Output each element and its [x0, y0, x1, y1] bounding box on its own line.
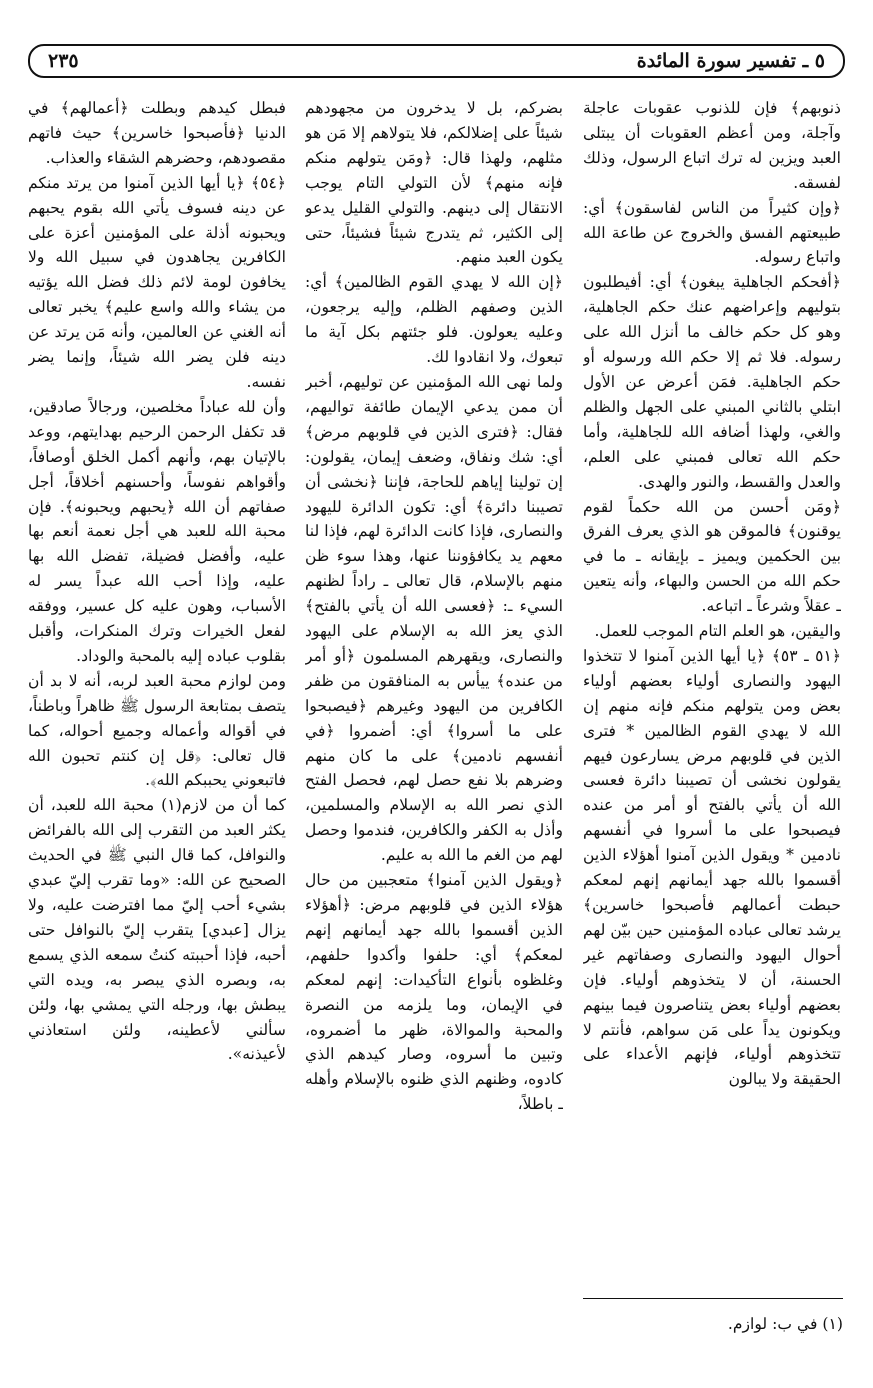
footnote-divider	[583, 1298, 843, 1299]
column-left	[28, 96, 286, 1246]
paragraph: كما أن من لازم(١) محبة الله للعبد، أن يكثر العبد من التقرب إلى الله بالفرائض والنوافل، كما قال النبي ﷺ في الحديث الصحيح عن الله: «وما تقرب إليّ عبدي بشيء أحب إليّ مما افترضت عليه، ولا يزال [عبدي] يتقرب إليّ بالنوافل حتى أحبه، فإذا أحببته كنتُ سمعه الذي يسمع به، وبصره الذي يبصر به، ويده التي يبطش بها، ورجله التي يمشي بها، ولئن سألني لأعطينه، ولئن استعاذني لأعيذنه».	[28, 796, 286, 1064]
paragraph: ولما نهى الله المؤمنين عن توليهم، أخبر أن ممن يدعي الإيمان طائفة تواليهم، فقال: ﴿فترى الذين في قلوبهم مرض﴾ أي: شك ونفاق، وضعف إيمان، يقولون: إن تولينا إياهم للحاجة، فإننا ﴿نخشى أن تصيبنا دائرة﴾ أي: تكون الدائرة لليهود والنصارى، فإذا كانت الدائرة لهم، فإذا لنا معهم يد يكافؤوننا عنها، وهذا سوء ظن منهم بالإسلام، قال تعالى ـ راداً لظنهم السيء ـ: ﴿فعسى الله أن يأتي بالفتح﴾ الذي يعز الله به الإسلام على اليهود والنصارى، ويقهرهم المسلمون ﴿أو أمر من عنده﴾ ييأس به المنافقون من ظفر الكافرين من اليهود وغيرهم ﴿فيصبحوا على ما أسروا﴾ أي: أضمروا ﴿في أنفسهم نادمين﴾ على ما كان منهم وضرهم بلا نفع حصل لهم، فحصل الفتح الذي نصر الله به الإسلام والمسلمين، وأذل به الكفر والكافرين، فندموا وحصل لهم من الغم ما الله به عليم.	[305, 372, 563, 865]
footnote: (١) في ب: لوازم.	[727, 1315, 843, 1333]
paragraph: فبطل كيدهم وبطلت ﴿أعمالهم﴾ في الدنيا ﴿فأصبحوا خاسرين﴾ حيث فاتهم مقصودهم، وحضرهم الشقاء والعذاب.	[28, 99, 286, 167]
paragraph: وأن لله عباداً مخلصين، ورجالاً صادقين، قد تكفل الرحمن الرحيم بهدايتهم، ووعد بالإتيان بهم، وأنهم أكمل الخلق أوصافاً، وأقواهم نفوساً، وأحسنهم أخلاقاً، أجل صفاتهم أن الله ﴿يحبهم ويحبونه﴾. فإن محبة الله للعبد هي أجل نعمة أنعم بها عليه، وأفضل فضيلة، تفضل الله بها عليه، وإذا أحب الله عبداً يسر له الأسباب، وهون عليه كل عسير، ووفقه لفعل الخيرات وترك المنكرات، وأقبل بقلوب عباده إليه بالمحبة والوداد.	[28, 397, 286, 665]
paragraph: ﴿٥١ ـ ٥٣﴾ ﴿يا أيها الذين آمنوا لا تتخذوا اليهود والنصارى أولياء بعضهم أولياء بعض ومن يتولهم منكم فإنه منهم إن الله لا يهدي القوم الظالمين * فترى الذين في قلوبهم مرض يسارعون فيهم يقولون نخشى أن تصيبنا دائرة فعسى الله أن يأتي بالفتح أو أمر من عنده فيصبحوا على ما أسروا في أنفسهم نادمين * ويقول الذين آمنوا أهؤلاء الذين أقسموا بالله جهد أيمانهم إنهم لمعكم حبطت أعمالهم فأصبحوا خاسرين﴾ يرشد تعالى عباده المؤمنين حين بيّن لهم أحوال اليهود والنصارى وصفاتهم غير الحسنة، أن لا يتخذوهم أولياء. فإن بعضهم أولياء بعض يتناصرون فيما بينهم ويكونون يداً على مَن سواهم، فأنتم لا تتخذوهم أولياء، فإنهم الأعداء على الحقيقة ولا يبالون	[583, 646, 841, 1089]
paragraph: بضركم، بل لا يدخرون من مجهودهم شيئاً على إضلالكم، فلا يتولاهم إلا مَن هو مثلهم، ولهذا قال: ﴿ومَن يتولهم منكم فإنه منهم﴾ لأن التولي التام يوجب الانتقال إلى دينهم. والتولي القليل يدعو إلى الكثير، ثم يتدرج شيئاً فشيئاً، حتى يكون العبد منهم.	[305, 99, 563, 267]
paragraph: ذنوبهم﴾ فإن للذنوب عقوبات عاجلة وآجلة، ومن أعظم العقوبات أن يبتلى العبد ويزين له ترك اتباع الرسول، وذلك لفسقه.	[583, 99, 841, 192]
page-number: ٢٣٥	[48, 50, 79, 72]
paragraph: ﴿ومَن أحسن من الله حكماً لقوم يوقنون﴾ فالموقن هو الذي يعرف الفرق بين الحكمين ويميز ـ بإيقانه ـ ما في حكم الله من الحسن والبهاء، وأنه يتعين ـ عقلاً وشرعاً ـ اتباعه.	[583, 497, 841, 616]
paragraph: ﴿٥٤﴾ ﴿يا أيها الذين آمنوا من يرتد منكم عن دينه فسوف يأتي الله بقوم يحبهم ويحبونه أذلة على المؤمنين أعزة على الكافرين يجاهدون في سبيل الله ولا يخافون لومة لائم ذلك فضل الله يؤتيه من يشاء والله واسع عليم﴾ يخبر تعالى أنه الغني عن العالمين، وأنه مَن يرتد عن دينه فلن يضر الله شيئاً، وإنما يضر نفسه.	[28, 173, 286, 391]
paragraph: ﴿إن الله لا يهدي القوم الظالمين﴾ أي: الذين وصفهم الظلم، وإليه يرجعون، وعليه يعولون. فلو جئتهم بكل آية ما تبعوك، ولا انقادوا لك.	[305, 273, 563, 367]
paragraph: ﴿ويقول الذين آمنوا﴾ متعجبين من حال هؤلاء الذين في قلوبهم مرض: ﴿أهؤلاء الذين أقسموا بالله جهد أيمانهم إنهم لمعكم﴾ أي: حلفوا وأكدوا حلفهم، وغلظوه بأنواع التأكيدات: إنهم لمعكم في الإيمان، وما يلزمه من النصرة والمحبة والموالاة، ظهر ما أضمروه، وتبين ما أسروه، وصار كيدهم الذي كادوه، وظنهم الذي ظنوه بالإسلام وأهله ـ باطلاً،	[305, 871, 563, 1114]
column-right	[583, 96, 841, 1246]
paragraph: ﴿أفحكم الجاهلية يبغون﴾ أي: أفيطلبون بتوليهم وإعراضهم عنك حكم الجاهلية، وهو كل حكم خالف ما أنزل الله على رسوله. فلا ثم إلا حكم الله ورسوله أو حكم الجاهلية. فمَن أعرض عن الأول ابتلي بالثاني المبني على الجهل والظلم والغي، ولهذا أضافه الله للجاهلية، وأما حكم الله تعالى فمبني على العلم، والعدل والقسط، والنور والهدى.	[583, 273, 841, 491]
paragraph: واليقين، هو العلم التام الموجب للعمل.	[594, 622, 841, 641]
column-middle	[305, 96, 563, 1246]
paragraph: ﴿وإن كثيراً من الناس لفاسقون﴾ أي: طبيعتهم الفسق والخروج عن طاعة الله واتباع رسوله.	[583, 198, 841, 267]
running-title: ٥ ـ تفسير سورة المائدة	[636, 50, 825, 72]
paragraph: ومن لوازم محبة العبد لربه، أنه لا بد أن يتصف بمتابعة الرسول ﷺ ظاهراً وباطناً، في أقواله وأعماله وجميع أحواله، كما قال تعالى: ﴿قل إن كنتم تحبون الله فاتبعوني يحببكم الله﴾.	[28, 671, 286, 790]
page-header	[28, 44, 845, 78]
